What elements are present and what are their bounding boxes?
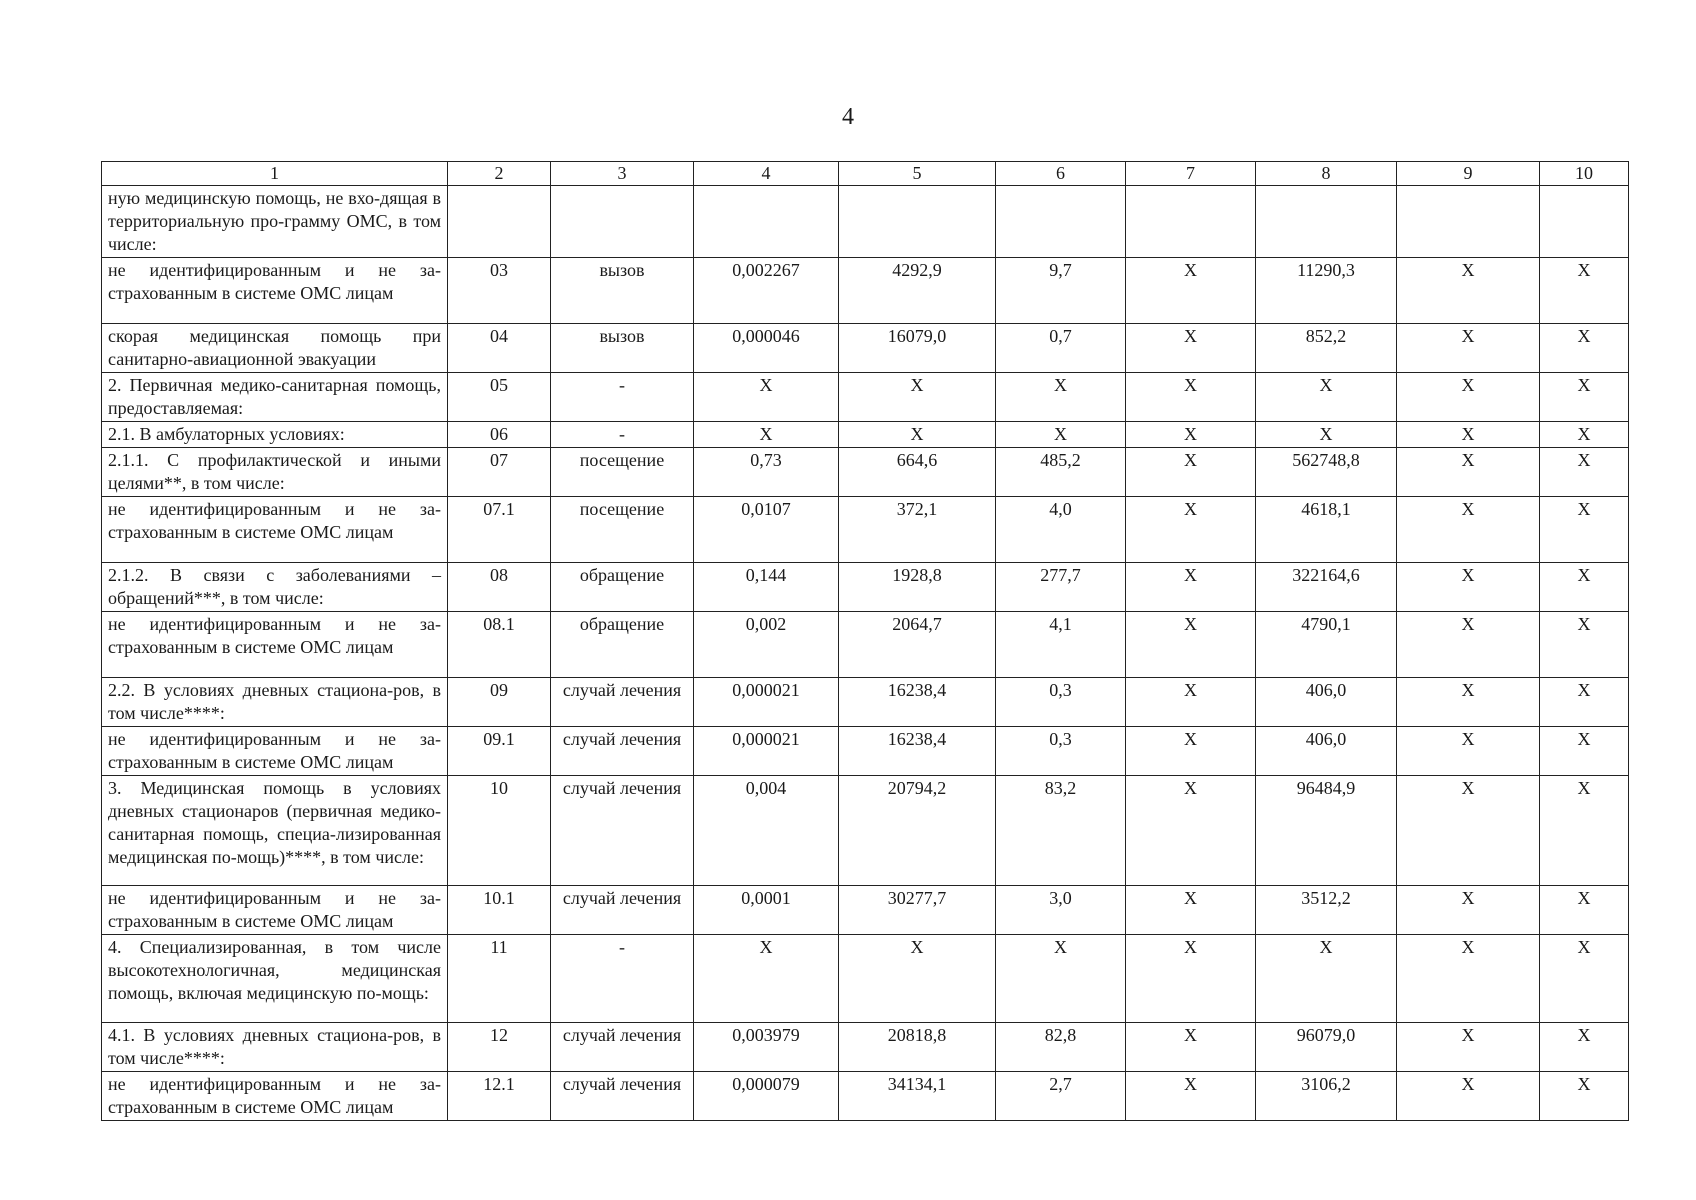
cell-col-8: 11290,3 [1256, 258, 1397, 324]
cell-col-5: 372,1 [839, 497, 996, 563]
row-unit: - [551, 373, 694, 422]
cell-col-5 [839, 186, 996, 258]
cell-col-8: 96079,0 [1256, 1023, 1397, 1072]
cell-col-4: 0,0001 [694, 886, 839, 935]
cell-col-8: 852,2 [1256, 324, 1397, 373]
cell-col-8: 96484,9 [1256, 776, 1397, 886]
cell-col-4: 0,73 [694, 448, 839, 497]
cell-col-7: Х [1126, 727, 1256, 776]
row-code: 03 [448, 258, 551, 324]
row-code: 08.1 [448, 612, 551, 678]
cell-col-7: Х [1126, 886, 1256, 935]
table-row [102, 1072, 1629, 1121]
cell-col-5: 16238,4 [839, 727, 996, 776]
row-unit: - [551, 422, 694, 448]
table-row [102, 1023, 1629, 1072]
table-row [102, 612, 1629, 678]
row-code: 06 [448, 422, 551, 448]
cell-col-5: 20818,8 [839, 1023, 996, 1072]
column-header: 9 [1397, 162, 1540, 186]
table-row [102, 422, 1629, 448]
cell-col-10: Х [1540, 612, 1629, 678]
header-row [102, 162, 1629, 186]
cell-col-5: 664,6 [839, 448, 996, 497]
table-row [102, 886, 1629, 935]
row-description: 2.1.1. С профилактической и иными целями**, в том числе: [102, 448, 448, 497]
row-unit: обращение [551, 612, 694, 678]
cell-col-6: 4,0 [996, 497, 1126, 563]
cell-col-7 [1126, 186, 1256, 258]
cell-col-5: Х [839, 373, 996, 422]
cell-col-10: Х [1540, 448, 1629, 497]
table-row [102, 776, 1629, 886]
cell-col-6: Х [996, 935, 1126, 1023]
cell-col-9: Х [1397, 373, 1540, 422]
cell-col-9: Х [1397, 324, 1540, 373]
row-description: 2.1.2. В связи с заболеваниями – обращений***, в том числе: [102, 563, 448, 612]
cell-col-5: 30277,7 [839, 886, 996, 935]
cell-col-10: Х [1540, 1023, 1629, 1072]
row-description: не идентифицированным и не за-страхованным в системе ОМС лицам [102, 886, 448, 935]
cell-col-6: Х [996, 422, 1126, 448]
cell-col-6: 82,8 [996, 1023, 1126, 1072]
row-description: 2.2. В условиях дневных стациона-ров, в том числе****: [102, 678, 448, 727]
column-header: 8 [1256, 162, 1397, 186]
cell-col-10: Х [1540, 497, 1629, 563]
cell-col-6: 0,3 [996, 678, 1126, 727]
cell-col-8: 4790,1 [1256, 612, 1397, 678]
cell-col-8: 3512,2 [1256, 886, 1397, 935]
cell-col-6: 4,1 [996, 612, 1126, 678]
cell-col-4: 0,002 [694, 612, 839, 678]
row-unit: случай лечения [551, 886, 694, 935]
column-header: 6 [996, 162, 1126, 186]
cell-col-8: 322164,6 [1256, 563, 1397, 612]
cell-col-9: Х [1397, 727, 1540, 776]
cell-col-10: Х [1540, 258, 1629, 324]
data-table [101, 161, 1629, 1121]
page-number: 4 [842, 104, 854, 130]
cell-col-4: Х [694, 422, 839, 448]
cell-col-10: Х [1540, 935, 1629, 1023]
cell-col-9 [1397, 186, 1540, 258]
cell-col-9: Х [1397, 497, 1540, 563]
cell-col-5: 1928,8 [839, 563, 996, 612]
cell-col-8: Х [1256, 935, 1397, 1023]
cell-col-8: Х [1256, 373, 1397, 422]
column-header: 4 [694, 162, 839, 186]
row-unit: - [551, 935, 694, 1023]
row-unit: случай лечения [551, 776, 694, 886]
row-description: не идентифицированным и не за-страхованным в системе ОМС лицам [102, 497, 448, 563]
cell-col-6: 485,2 [996, 448, 1126, 497]
cell-col-6: 83,2 [996, 776, 1126, 886]
cell-col-8: 4618,1 [1256, 497, 1397, 563]
cell-col-5: 34134,1 [839, 1072, 996, 1121]
cell-col-10: Х [1540, 324, 1629, 373]
row-code: 05 [448, 373, 551, 422]
cell-col-5: 16238,4 [839, 678, 996, 727]
cell-col-4: 0,002267 [694, 258, 839, 324]
cell-col-10: Х [1540, 373, 1629, 422]
cell-col-4: 0,000079 [694, 1072, 839, 1121]
table-row [102, 727, 1629, 776]
row-code: 04 [448, 324, 551, 373]
cell-col-6: 277,7 [996, 563, 1126, 612]
row-description: скорая медицинская помощь при санитарно-авиационной эвакуации [102, 324, 448, 373]
column-header: 7 [1126, 162, 1256, 186]
cell-col-7: Х [1126, 497, 1256, 563]
cell-col-4: 0,000046 [694, 324, 839, 373]
row-description: ную медицинскую помощь, не вхо-дящая в территориальную про-грамму ОМС, в том числе: [102, 186, 448, 258]
row-unit: случай лечения [551, 678, 694, 727]
cell-col-9: Х [1397, 422, 1540, 448]
cell-col-4: 0,144 [694, 563, 839, 612]
cell-col-9: Х [1397, 1072, 1540, 1121]
cell-col-6: Х [996, 373, 1126, 422]
cell-col-4: 0,000021 [694, 727, 839, 776]
cell-col-10: Х [1540, 422, 1629, 448]
row-code: 12 [448, 1023, 551, 1072]
row-code: 08 [448, 563, 551, 612]
column-header: 5 [839, 162, 996, 186]
row-unit: вызов [551, 324, 694, 373]
cell-col-10: Х [1540, 1072, 1629, 1121]
cell-col-5: Х [839, 935, 996, 1023]
row-unit: обращение [551, 563, 694, 612]
row-code: 11 [448, 935, 551, 1023]
cell-col-6: 2,7 [996, 1072, 1126, 1121]
table-row [102, 563, 1629, 612]
cell-col-6: 0,7 [996, 324, 1126, 373]
cell-col-6: 9,7 [996, 258, 1126, 324]
column-header: 2 [448, 162, 551, 186]
cell-col-6 [996, 186, 1126, 258]
table-row [102, 373, 1629, 422]
cell-col-4: 0,004 [694, 776, 839, 886]
row-unit: случай лечения [551, 727, 694, 776]
cell-col-10: Х [1540, 563, 1629, 612]
cell-col-7: Х [1126, 258, 1256, 324]
row-code: 07 [448, 448, 551, 497]
column-header: 3 [551, 162, 694, 186]
cell-col-9: Х [1397, 258, 1540, 324]
cell-col-9: Х [1397, 776, 1540, 886]
cell-col-4: 0,0107 [694, 497, 839, 563]
row-code: 10.1 [448, 886, 551, 935]
row-description: 2.1. В амбулаторных условиях: [102, 422, 448, 448]
table-row [102, 448, 1629, 497]
cell-col-7: Х [1126, 373, 1256, 422]
cell-col-10: Х [1540, 727, 1629, 776]
cell-col-5: 2064,7 [839, 612, 996, 678]
row-description: 2. Первичная медико-санитарная помощь, предоставляемая: [102, 373, 448, 422]
cell-col-9: Х [1397, 563, 1540, 612]
cell-col-5: 4292,9 [839, 258, 996, 324]
cell-col-8: Х [1256, 422, 1397, 448]
row-description: не идентифицированным и не за-страхованным в системе ОМС лицам [102, 612, 448, 678]
table-row [102, 678, 1629, 727]
cell-col-7: Х [1126, 563, 1256, 612]
cell-col-7: Х [1126, 448, 1256, 497]
row-code: 09 [448, 678, 551, 727]
cell-col-10 [1540, 186, 1629, 258]
cell-col-6: 3,0 [996, 886, 1126, 935]
row-unit: случай лечения [551, 1072, 694, 1121]
cell-col-4: 0,000021 [694, 678, 839, 727]
cell-col-7: Х [1126, 776, 1256, 886]
cell-col-6: 0,3 [996, 727, 1126, 776]
cell-col-8: 406,0 [1256, 727, 1397, 776]
cell-col-9: Х [1397, 886, 1540, 935]
cell-col-10: Х [1540, 678, 1629, 727]
row-code: 12.1 [448, 1072, 551, 1121]
row-unit: вызов [551, 258, 694, 324]
row-unit: посещение [551, 497, 694, 563]
cell-col-10: Х [1540, 886, 1629, 935]
cell-col-9: Х [1397, 1023, 1540, 1072]
table-row [102, 324, 1629, 373]
cell-col-5: Х [839, 422, 996, 448]
cell-col-9: Х [1397, 612, 1540, 678]
column-header: 10 [1540, 162, 1629, 186]
table-body [102, 186, 1629, 1121]
cell-col-8: 562748,8 [1256, 448, 1397, 497]
cell-col-9: Х [1397, 678, 1540, 727]
cell-col-9: Х [1397, 935, 1540, 1023]
cell-col-4: Х [694, 935, 839, 1023]
cell-col-4: 0,003979 [694, 1023, 839, 1072]
cell-col-7: Х [1126, 422, 1256, 448]
row-unit: случай лечения [551, 1023, 694, 1072]
row-code: 10 [448, 776, 551, 886]
cell-col-7: Х [1126, 1023, 1256, 1072]
cell-col-4 [694, 186, 839, 258]
cell-col-8: 3106,2 [1256, 1072, 1397, 1121]
cell-col-4: Х [694, 373, 839, 422]
row-description: не идентифицированным и не за-страхованным в системе ОМС лицам [102, 258, 448, 324]
row-unit [551, 186, 694, 258]
cell-col-10: Х [1540, 776, 1629, 886]
row-code: 07.1 [448, 497, 551, 563]
row-code: 09.1 [448, 727, 551, 776]
row-description: не идентифицированным и не за-страхованным в системе ОМС лицам [102, 1072, 448, 1121]
cell-col-7: Х [1126, 935, 1256, 1023]
table-row [102, 186, 1629, 258]
column-header: 1 [102, 162, 448, 186]
cell-col-8: 406,0 [1256, 678, 1397, 727]
table-row [102, 935, 1629, 1023]
cell-col-7: Х [1126, 678, 1256, 727]
cell-col-8 [1256, 186, 1397, 258]
row-description: 4.1. В условиях дневных стациона-ров, в том числе****: [102, 1023, 448, 1072]
cell-col-7: Х [1126, 1072, 1256, 1121]
row-unit: посещение [551, 448, 694, 497]
cell-col-7: Х [1126, 612, 1256, 678]
cell-col-5: 20794,2 [839, 776, 996, 886]
row-code [448, 186, 551, 258]
row-description: не идентифицированным и не за-страхованным в системе ОМС лицам [102, 727, 448, 776]
cell-col-9: Х [1397, 448, 1540, 497]
table-row [102, 497, 1629, 563]
row-description: 4. Специализированная, в том числе высокотехнологичная, медицинская помощь, включая медицинскую по-мощь: [102, 935, 448, 1023]
cell-col-7: Х [1126, 324, 1256, 373]
table-row [102, 258, 1629, 324]
cell-col-5: 16079,0 [839, 324, 996, 373]
row-description: 3. Медицинская помощь в условиях дневных стационаров (первичная медико-санитарная помощь, специа-лизированная медицинская по-мощь)****, в том числе: [102, 776, 448, 886]
